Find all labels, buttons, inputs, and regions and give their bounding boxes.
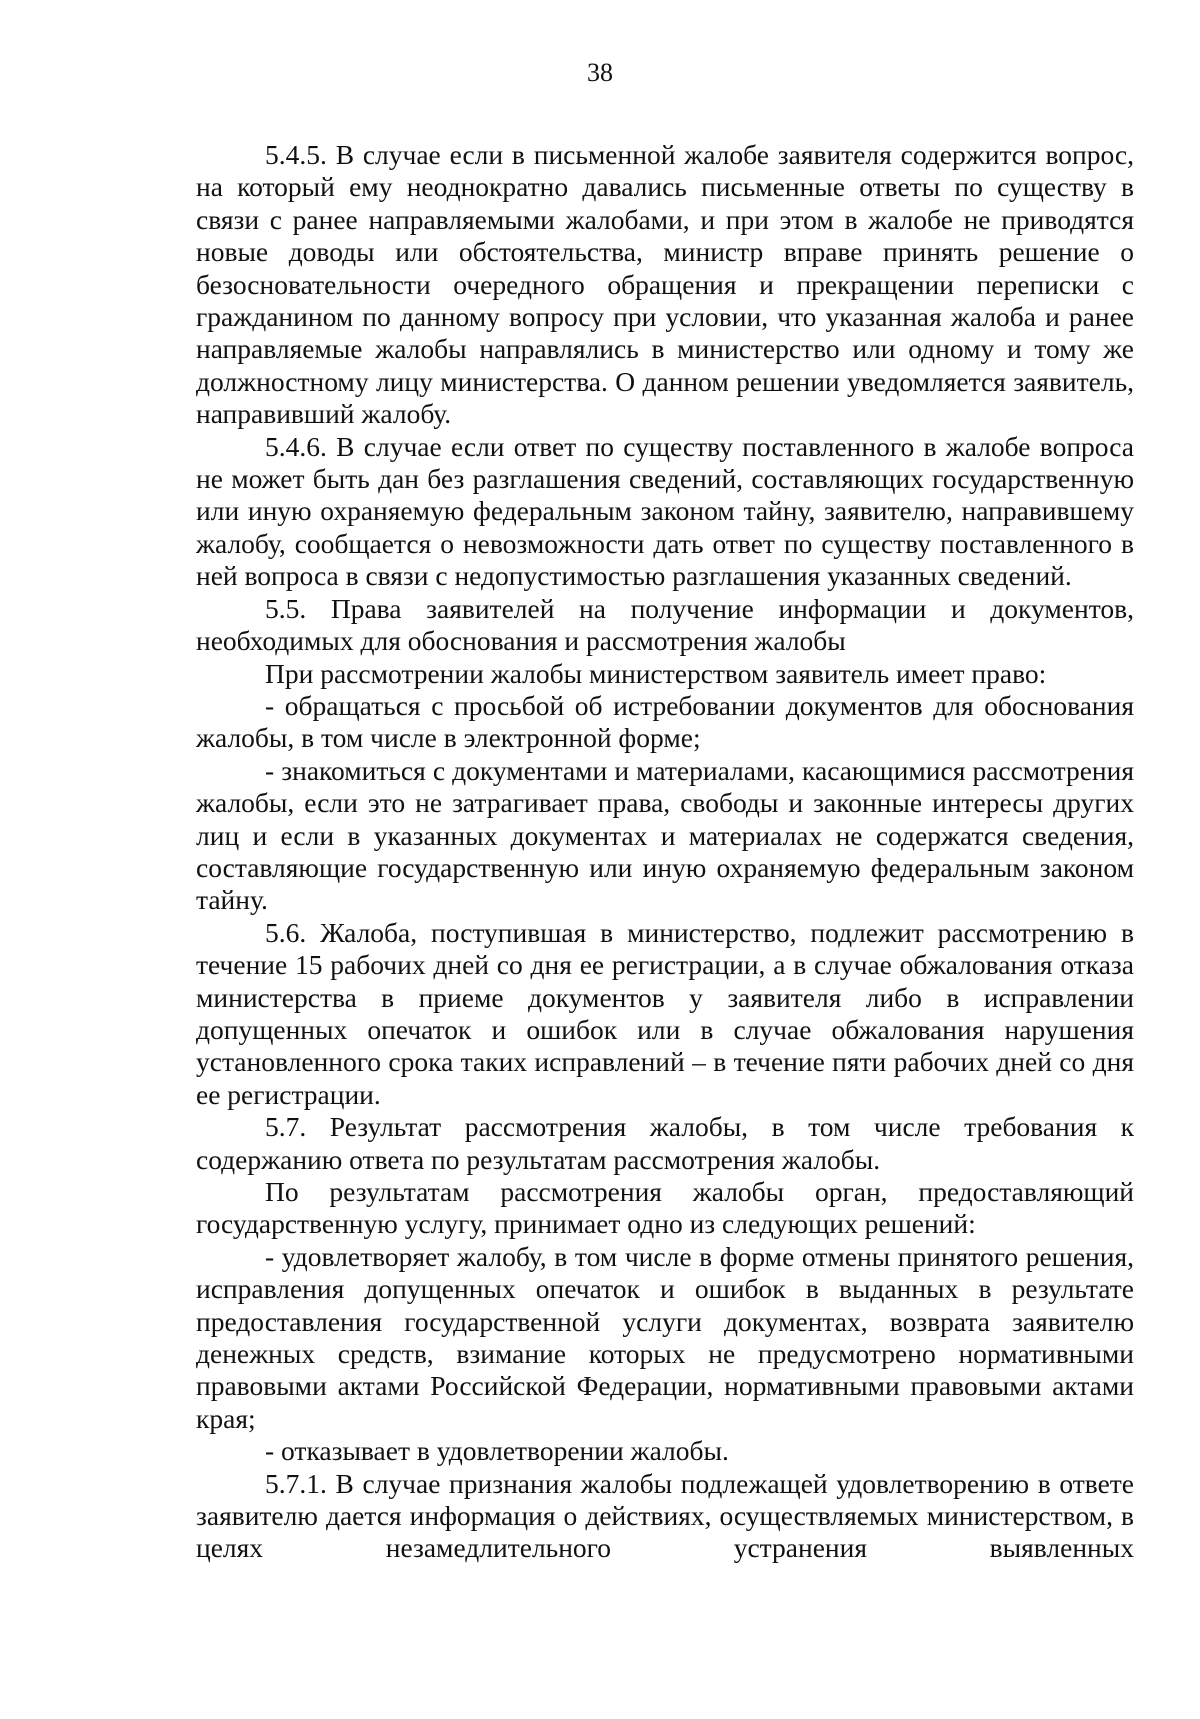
paragraph-5-6: 5.6. Жалоба, поступившая в министерство, подлежит рассмотрению в течение 15 рабочих дней со дня ее регистрации, а в случае обжалования отказа министерства в приеме документов у заявителя либо в исправлении допущенных опечаток и ошибок или в случае обжалования нарушения установленного срока таких исправлений – в течение пяти рабочих дней со дня ее регистрации. [196,916,1134,1110]
document-body [196,139,1134,1565]
paragraph-decisions-intro: По результатам рассмотрения жалобы орган, предоставляющий государственную услугу, принимает одно из следующих решений: [196,1176,1134,1240]
heading-5-7: 5.7. Результат рассмотрения жалобы, в том числе требования к содержанию ответа по результатам рассмотрения жалобы. [196,1111,1134,1175]
paragraph-rights-intro: При рассмотрении жалобы министерством заявитель имеет право: [265,657,1047,689]
page-number: 38 [587,58,613,87]
list-item-request-documents: - обращаться с просьбой об истребовании документов для обоснования жалобы, в том числе в электронной форме; [196,689,1134,754]
paragraph-5-7-1: 5.7.1. В случае признания жалобы подлежащей удовлетворению в ответе заявителю дается информация о действиях, осуществляемых министерством, в целях незамедлительного устранения выявленных [196,1467,1134,1564]
paragraph-5-4-5: 5.4.5. В случае если в письменной жалобе заявителя содержится вопрос, на который ему неоднократно давались письменные ответы по существу в связи с ранее направляемыми жалобами, и при этом в жалобе не приводятся новые доводы или обстоятельства, министр вправе принять решение о безосновательности очередного обращения и прекращении переписки с гражданином по данному вопросу при условии, что указанная жалоба и ранее направляемые жалобы направлялись в министерство или одному и тому же должностному лицу министерства. О данном решении уведомляется заявитель, направивший жалобу. [196,139,1134,430]
heading-5-5: 5.5. Права заявителей на получение информации и документов, необходимых для обоснования и рассмотрения жалобы [196,592,1134,657]
list-item-refuse-complaint: - отказывает в удовлетворении жалобы. [265,1435,729,1467]
list-item-review-materials: - знакомиться с документами и материалами, касающимися рассмотрения жалобы, если это не затрагивает права, свободы и законные интересы других лиц и если в указанных документах и материалах не содержатся сведения, составляющие государственную или иную охраняемую федеральным законом тайну. [196,754,1134,916]
list-item-satisfy-complaint: - удовлетворяет жалобу, в том числе в форме отмены принятого решения, исправления допущенных опечаток и ошибок в выданных в результате предоставления государственной услуги документах, возврата заявителю денежных средств, взимание которых не предусмотрено нормативными правовыми актами Российской Федерации, нормативными правовыми актами края; [196,1240,1134,1434]
paragraph-5-4-6: 5.4.6. В случае если ответ по существу поставленного в жалобе вопроса не может быть дан без разглашения сведений, составляющих государственную или иную охраняемую федеральным законом тайну, заявителю, направившему жалобу, сообщается о невозможности дать ответ по существу поставленного в ней вопроса в связи с недопустимостью разглашения указанных сведений. [196,430,1134,592]
